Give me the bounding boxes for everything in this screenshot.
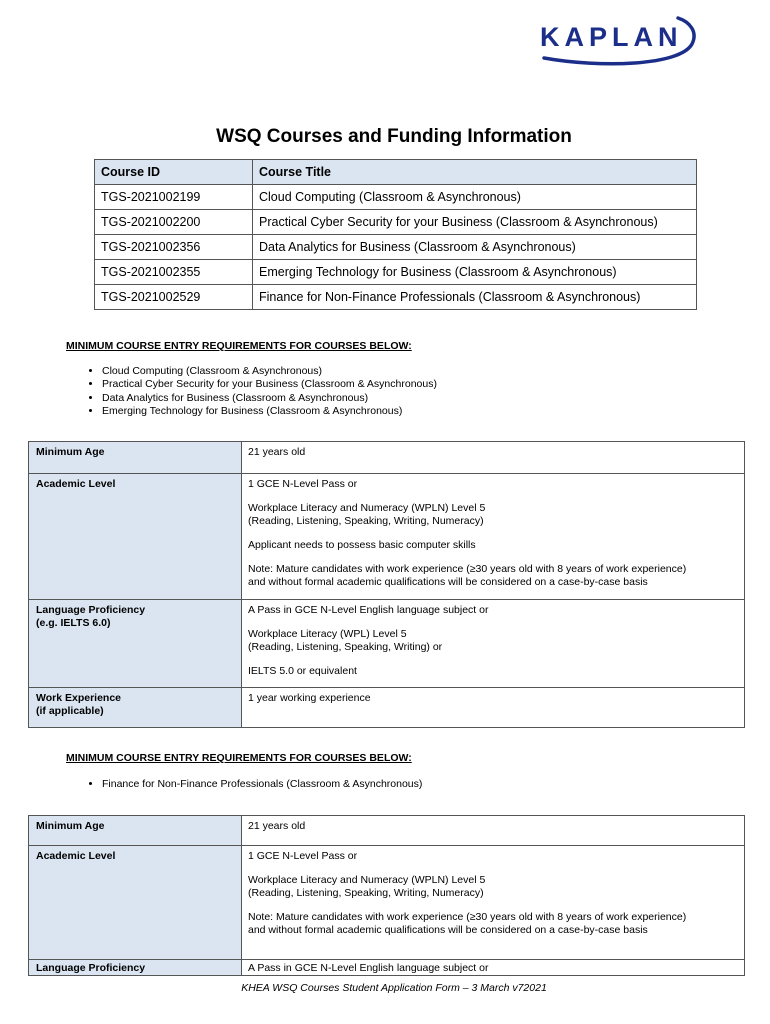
section2-course-list [84, 778, 422, 791]
req-row-min-age [29, 442, 745, 474]
academic-label: Academic Level [29, 474, 242, 600]
academic-wpln: Workplace Literacy and Numeracy (WPLN) Level 5 (Reading, Listening, Speaking, Writing, Numeracy) [248, 502, 486, 527]
course-id-cell: TGS-2021002529 [95, 285, 253, 310]
header-course-title: Course Title [253, 160, 697, 185]
language-value: A Pass in GCE N-Level English language subject or Workplace Literacy (WPL) Level 5 (Reading, Listening, Speaking, Writing) or IELTS 5.0 or equivalent [242, 600, 745, 688]
req-row-academic [29, 846, 745, 960]
academic-line: 1 GCE N-Level Pass or [248, 478, 358, 490]
language-label: Language Proficiency (e.g. IELTS 6.0) [29, 600, 242, 688]
table-row [95, 285, 697, 310]
req-row-language [29, 600, 745, 688]
course-title-cell: Data Analytics for Business (Classroom & Asynchronous) [253, 235, 697, 260]
section1-requirements-table [28, 441, 745, 728]
academic-value [242, 474, 745, 600]
work-experience-value: 1 year working experience [242, 688, 745, 728]
table-row [95, 235, 697, 260]
section1-heading: MINIMUM COURSE ENTRY REQUIREMENTS FOR COURSES BELOW: [66, 340, 412, 352]
list-item: • Emerging Technology for Business (Classroom & Asynchronous) [102, 405, 437, 418]
course-id-cell: TGS-2021002199 [95, 185, 253, 210]
list-item: • Finance for Non-Finance Professionals (Classroom & Asynchronous) [102, 778, 422, 791]
page-footer: KHEA WSQ Courses Student Application Form – 3 March v72021 [241, 982, 547, 994]
table-row [95, 210, 697, 235]
table-row [95, 260, 697, 285]
min-age-value: 21 years old [242, 816, 745, 846]
header-course-id: Course ID [95, 160, 253, 185]
table-row [95, 185, 697, 210]
academic-note: Note: Mature candidates with work experience (≥30 years old with 8 years of work experience) and without formal academic qualifications will be considered on a case-by-case basis [248, 563, 687, 588]
course-title-cell: Practical Cyber Security for your Business (Classroom & Asynchronous) [253, 210, 697, 235]
section2-heading: MINIMUM COURSE ENTRY REQUIREMENTS FOR COURSES BELOW: [66, 752, 412, 764]
req-row-academic [29, 474, 745, 600]
work-experience-label: Work Experience (if applicable) [29, 688, 242, 728]
min-age-label: Minimum Age [29, 816, 242, 846]
course-id-cell: TGS-2021002356 [95, 235, 253, 260]
page-title: WSQ Courses and Funding Information [216, 126, 572, 147]
min-age-label: Minimum Age [29, 442, 242, 474]
course-title-cell: Cloud Computing (Classroom & Asynchronous) [253, 185, 697, 210]
req-row-work-experience [29, 688, 745, 728]
list-item: • Data Analytics for Business (Classroom & Asynchronous) [102, 392, 437, 405]
section2-requirements-table [28, 815, 745, 976]
academic-value: 1 GCE N-Level Pass or Workplace Literacy and Numeracy (WPLN) Level 5 (Reading, Listening, Speaking, Writing, Numeracy) Note: Mature candidates with work experience (≥30 years old with 8 years of work experience) and without formal academic qualifications will be considered on a case-by-case basis [242, 846, 745, 960]
table-header-row [95, 160, 697, 185]
language-label: Language Proficiency [29, 960, 242, 976]
min-age-value: 21 years old [242, 442, 745, 474]
kaplan-logo [540, 14, 700, 70]
req-row-language [29, 960, 745, 976]
req-row-min-age [29, 816, 745, 846]
course-title-cell: Finance for Non-Finance Professionals (Classroom & Asynchronous) [253, 285, 697, 310]
language-value: A Pass in GCE N-Level English language subject or [242, 960, 745, 976]
logo-text: KAPLAN [540, 22, 683, 52]
academic-computer-skills: Applicant needs to possess basic computer skills [248, 539, 476, 551]
academic-label: Academic Level [29, 846, 242, 960]
section1-course-list [84, 365, 437, 418]
course-table [94, 159, 697, 310]
list-item: • Practical Cyber Security for your Business (Classroom & Asynchronous) [102, 378, 437, 391]
course-title-cell: Emerging Technology for Business (Classroom & Asynchronous) [253, 260, 697, 285]
course-id-cell: TGS-2021002200 [95, 210, 253, 235]
list-item: • Cloud Computing (Classroom & Asynchronous) [102, 365, 437, 378]
course-id-cell: TGS-2021002355 [95, 260, 253, 285]
